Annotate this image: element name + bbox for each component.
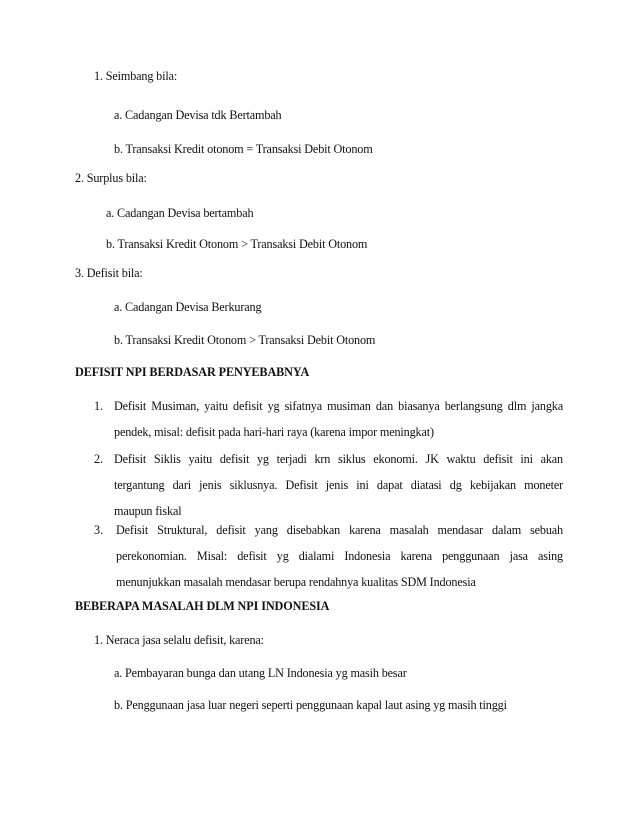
list-item [114, 398, 563, 450]
surplus-item-a: a. Cadangan Devisa bertambah [106, 206, 254, 220]
section-heading-penyebab: DEFISIT NPI BERDASAR PENYEBABNYA [75, 365, 310, 379]
surplus-label: 2. Surplus bila: [75, 171, 147, 185]
masalah-item-a: a. Pembayaran bunga dan utang LN Indonesia yg masih besar [114, 666, 407, 680]
list-item-line: maupun fiskal [114, 504, 182, 518]
list-item-line: tergantung dari jenis siklusnya. Defisit jenis ini dapat diatasi dg kebijakan moneter [114, 478, 563, 492]
seimbang-label: 1. Seimbang bila: [94, 69, 178, 83]
section-heading-masalah: BEBERAPA MASALAH DLM NPI INDONESIA [75, 599, 330, 613]
defisit-item-a: a. Cadangan Devisa Berkurang [114, 300, 262, 314]
seimbang-item-a: a. Cadangan Devisa tdk Bertambah [114, 108, 282, 122]
seimbang-item-b: b. Transaksi Kredit otonom = Transaksi Debit Otonom [114, 142, 373, 156]
surplus-item-b: b. Transaksi Kredit Otonom > Transaksi Debit Otonom [106, 237, 368, 251]
list-item-number: 1. [94, 399, 104, 413]
list-item [114, 451, 563, 529]
list-item-line: Defisit Musiman, yaitu defisit yg sifatnya musiman dan biasanya berlangsung dlm jangka [114, 399, 563, 413]
list-item-line: Defisit Struktural, defisit yang disebabkan karena masalah mendasar dalam sebuah [116, 523, 563, 537]
masalah-item-b: b. Penggunaan jasa luar negeri seperti penggunaan kapal laut asing yg masih tinggi [114, 698, 507, 712]
list-item-line: pendek, misal: defisit pada hari-hari raya (karena impor meningkat) [114, 425, 434, 439]
masalah-item-label: 1. Neraca jasa selalu defisit, karena: [94, 633, 264, 647]
list-item [116, 522, 563, 600]
list-item-line: Defisit Siklis yaitu defisit yg terjadi krn siklus ekonomi. JK waktu defisit ini akan [114, 452, 563, 466]
list-item-line: menunjukkan masalah mendasar berupa rendahnya kualitas SDM Indonesia [116, 575, 476, 589]
defisit-item-b: b. Transaksi Kredit Otonom > Transaksi Debit Otonom [114, 333, 376, 347]
list-item-number: 3. [94, 523, 104, 537]
list-item-number: 2. [94, 452, 104, 466]
defisit-label: 3. Defisit bila: [75, 266, 143, 280]
list-item-line: perekonomian. Misal: defisit yg dialami Indonesia karena penggunaan jasa asing [116, 549, 563, 563]
